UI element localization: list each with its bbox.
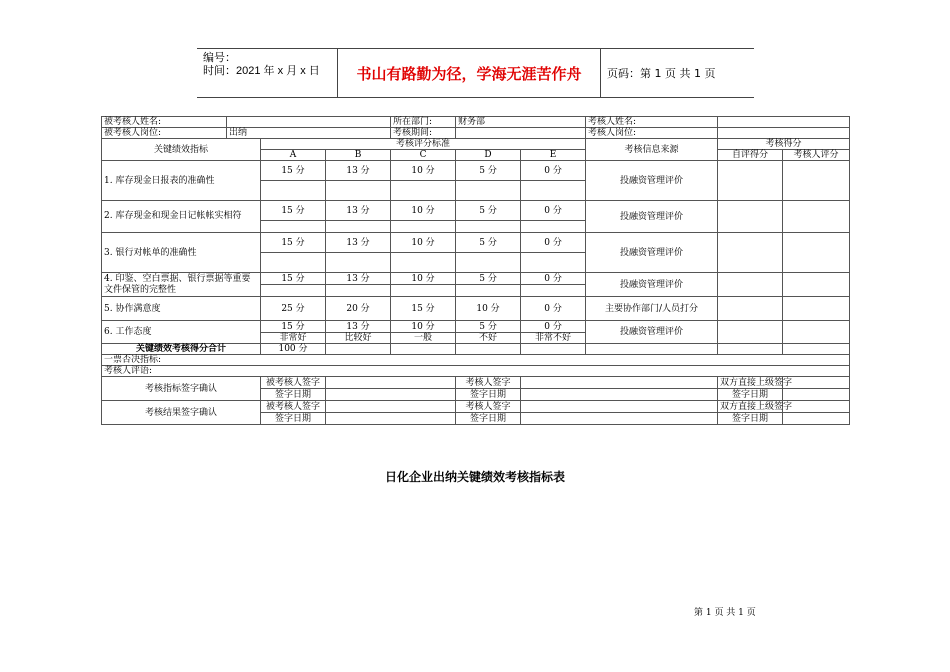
total-row bbox=[102, 344, 850, 355]
score-cell: 10 分 bbox=[456, 297, 521, 321]
superior-sign-label: 双方直接上级签字 bbox=[718, 377, 783, 389]
score-cell: 5 分 bbox=[456, 273, 521, 285]
assessor-score-field[interactable] bbox=[783, 297, 850, 321]
assessee-sign-field[interactable] bbox=[326, 401, 456, 413]
table-row bbox=[102, 321, 850, 333]
result-confirm-label: 考核结果签字确认 bbox=[102, 401, 261, 425]
assessor-name-label: 考核人姓名: bbox=[586, 117, 718, 128]
score-cell: 0 分 bbox=[521, 201, 586, 221]
superior-sign-label: 双方直接上级签字 bbox=[718, 401, 783, 413]
level-cell: 非常不好 bbox=[521, 333, 586, 344]
score-cell: 10 分 bbox=[391, 161, 456, 181]
score-cell: 0 分 bbox=[521, 297, 586, 321]
score-cell: 15 分 bbox=[261, 273, 326, 285]
assessor-sign-label: 考核人签字 bbox=[456, 401, 521, 413]
source-header: 考核信息来源 bbox=[586, 139, 718, 161]
score-cell: 5 分 bbox=[456, 233, 521, 253]
sign-date-label: 签字日期 bbox=[456, 389, 521, 401]
assessor-score-field[interactable] bbox=[783, 321, 850, 344]
grade-e: E bbox=[521, 150, 586, 161]
page-header bbox=[197, 48, 754, 98]
superior-sign-field[interactable] bbox=[783, 401, 850, 413]
sign-row bbox=[102, 377, 850, 389]
level-cell: 不好 bbox=[456, 333, 521, 344]
source-cell: 投融资管理评价 bbox=[586, 161, 718, 201]
number-label: 编号： bbox=[203, 52, 236, 64]
self-score-field[interactable] bbox=[718, 273, 783, 297]
source-cell: 投融资管理评价 bbox=[586, 273, 718, 297]
self-score-field[interactable] bbox=[718, 297, 783, 321]
score-cell: 5 分 bbox=[456, 161, 521, 181]
self-score-field[interactable] bbox=[718, 161, 783, 201]
kpi-name: 2. 库存现金和现金日记帐帐实相符 bbox=[102, 201, 261, 233]
assessee-sign-label: 被考核人签字 bbox=[261, 377, 326, 389]
source-cell: 主要协作部门/人员打分 bbox=[586, 297, 718, 321]
score-cell: 5 分 bbox=[456, 321, 521, 333]
score-cell: 13 分 bbox=[326, 201, 391, 221]
score-cell: 15 分 bbox=[261, 321, 326, 333]
score-cell: 5 分 bbox=[456, 201, 521, 221]
assessor-sign-field[interactable] bbox=[521, 377, 718, 389]
info-row-2 bbox=[102, 128, 850, 139]
document-title: 日化企业出纳关键绩效考核指标表 bbox=[384, 470, 565, 484]
assessor-score-header: 考核人评分 bbox=[783, 150, 850, 161]
sign-date-field[interactable] bbox=[783, 389, 850, 401]
source-cell: 投融资管理评价 bbox=[586, 233, 718, 273]
assessee-post-value: 出纳 bbox=[227, 128, 391, 139]
assessor-sign-label: 考核人签字 bbox=[456, 377, 521, 389]
kpi-name: 1. 库存现金日报表的准确性 bbox=[102, 161, 261, 201]
assessee-name-field[interactable] bbox=[227, 117, 391, 128]
score-cell: 15 分 bbox=[391, 297, 456, 321]
source-cell: 投融资管理评价 bbox=[586, 321, 718, 344]
table-row bbox=[102, 201, 850, 221]
score-cell: 0 分 bbox=[521, 273, 586, 285]
kpi-name: 5. 协作满意度 bbox=[102, 297, 261, 321]
period-field[interactable] bbox=[456, 128, 586, 139]
score-cell: 15 分 bbox=[261, 201, 326, 221]
score-cell: 13 分 bbox=[326, 273, 391, 285]
assessor-sign-field[interactable] bbox=[521, 401, 718, 413]
assessor-post-label: 考核人岗位: bbox=[586, 128, 718, 139]
level-cell: 比较好 bbox=[326, 333, 391, 344]
grade-b: B bbox=[326, 150, 391, 161]
score-cell: 15 分 bbox=[261, 161, 326, 181]
table-row bbox=[102, 233, 850, 253]
header-meta bbox=[197, 49, 337, 97]
total-value: 100 分 bbox=[261, 344, 326, 355]
assessee-sign-field[interactable] bbox=[326, 377, 456, 389]
score-cell: 13 分 bbox=[326, 233, 391, 253]
sign-date-label: 签字日期 bbox=[261, 389, 326, 401]
department-value: 财务部 bbox=[456, 117, 586, 128]
comment-row bbox=[102, 366, 850, 377]
score-cell: 10 分 bbox=[391, 273, 456, 285]
assessee-name-label: 被考核人姓名: bbox=[102, 117, 227, 128]
grade-c: C bbox=[391, 150, 456, 161]
score-cell: 25 分 bbox=[261, 297, 326, 321]
assessor-name-field[interactable] bbox=[718, 117, 850, 128]
level-cell: 非常好 bbox=[261, 333, 326, 344]
score-cell: 0 分 bbox=[521, 161, 586, 181]
self-score-header: 自评得分 bbox=[718, 150, 783, 161]
kpi-header: 关键绩效指标 bbox=[102, 139, 261, 161]
level-cell: 一般 bbox=[391, 333, 456, 344]
score-cell: 0 分 bbox=[521, 321, 586, 333]
score-header: 考核得分 bbox=[718, 139, 850, 150]
sign-date-field[interactable] bbox=[783, 413, 850, 425]
assessor-score-field[interactable] bbox=[783, 233, 850, 273]
sign-row bbox=[102, 401, 850, 413]
grade-a: A bbox=[261, 150, 326, 161]
table-head-1 bbox=[102, 139, 850, 150]
sign-date-label: 签字日期 bbox=[718, 413, 783, 425]
score-cell: 0 分 bbox=[521, 233, 586, 253]
assessor-post-field[interactable] bbox=[718, 128, 850, 139]
score-cell: 10 分 bbox=[391, 201, 456, 221]
kpi-name: 6. 工作态度 bbox=[102, 321, 261, 344]
assessee-sign-label: 被考核人签字 bbox=[261, 401, 326, 413]
table-row bbox=[102, 273, 850, 285]
assessee-post-label: 被考核人岗位: bbox=[102, 128, 227, 139]
source-cell: 投融资管理评价 bbox=[586, 201, 718, 233]
superior-sign-field[interactable] bbox=[783, 377, 850, 389]
self-score-field[interactable] bbox=[718, 321, 783, 344]
sign-date-field[interactable] bbox=[326, 389, 456, 401]
sign-date-label: 签字日期 bbox=[718, 389, 783, 401]
comment-label[interactable]: 考核人评语: bbox=[102, 366, 850, 377]
page-footer: 第 1 页 共 1 页 bbox=[694, 608, 756, 618]
assessor-score-field[interactable] bbox=[783, 201, 850, 233]
self-score-field[interactable] bbox=[718, 201, 783, 233]
score-cell: 13 分 bbox=[326, 161, 391, 181]
sign-date-field[interactable] bbox=[326, 413, 456, 425]
page-label: 页码：第 1 页 共 1 页 bbox=[607, 67, 716, 80]
score-cell: 10 分 bbox=[391, 233, 456, 253]
department-label: 所在部门: bbox=[391, 117, 456, 128]
table-row bbox=[102, 297, 850, 321]
score-cell: 20 分 bbox=[326, 297, 391, 321]
score-cell: 10 分 bbox=[391, 321, 456, 333]
kpi-name: 3. 银行对帐单的准确性 bbox=[102, 233, 261, 273]
motto: 书山有路勤为径，学海无涯苦作舟 bbox=[337, 49, 601, 97]
veto-row bbox=[102, 355, 850, 366]
period-label: 考核期间: bbox=[391, 128, 456, 139]
time-label: 时间：2021 年 x 月 x 日 bbox=[203, 65, 320, 77]
info-row-1 bbox=[102, 117, 850, 128]
kpi-name: 4. 印鉴、空白票据、银行票据等重要文件保管的完整性 bbox=[102, 273, 261, 297]
grade-d: D bbox=[456, 150, 521, 161]
self-score-field[interactable] bbox=[718, 233, 783, 273]
standard-header: 考核评分标准 bbox=[261, 139, 586, 150]
total-label: 关键绩效考核得分合计 bbox=[102, 344, 261, 355]
assessor-score-field[interactable] bbox=[783, 273, 850, 297]
score-cell: 15 分 bbox=[261, 233, 326, 253]
table-row bbox=[102, 161, 850, 181]
veto-label[interactable]: 一票否决指标: bbox=[102, 355, 850, 366]
score-cell: 13 分 bbox=[326, 321, 391, 333]
sign-date-field[interactable] bbox=[521, 389, 718, 401]
sign-date-label: 签字日期 bbox=[261, 413, 326, 425]
kpi-table bbox=[101, 116, 850, 425]
sign-date-label: 签字日期 bbox=[456, 413, 521, 425]
indicator-confirm-label: 考核指标签字确认 bbox=[102, 377, 261, 401]
sign-date-field[interactable] bbox=[521, 413, 718, 425]
assessor-score-field[interactable] bbox=[783, 161, 850, 201]
